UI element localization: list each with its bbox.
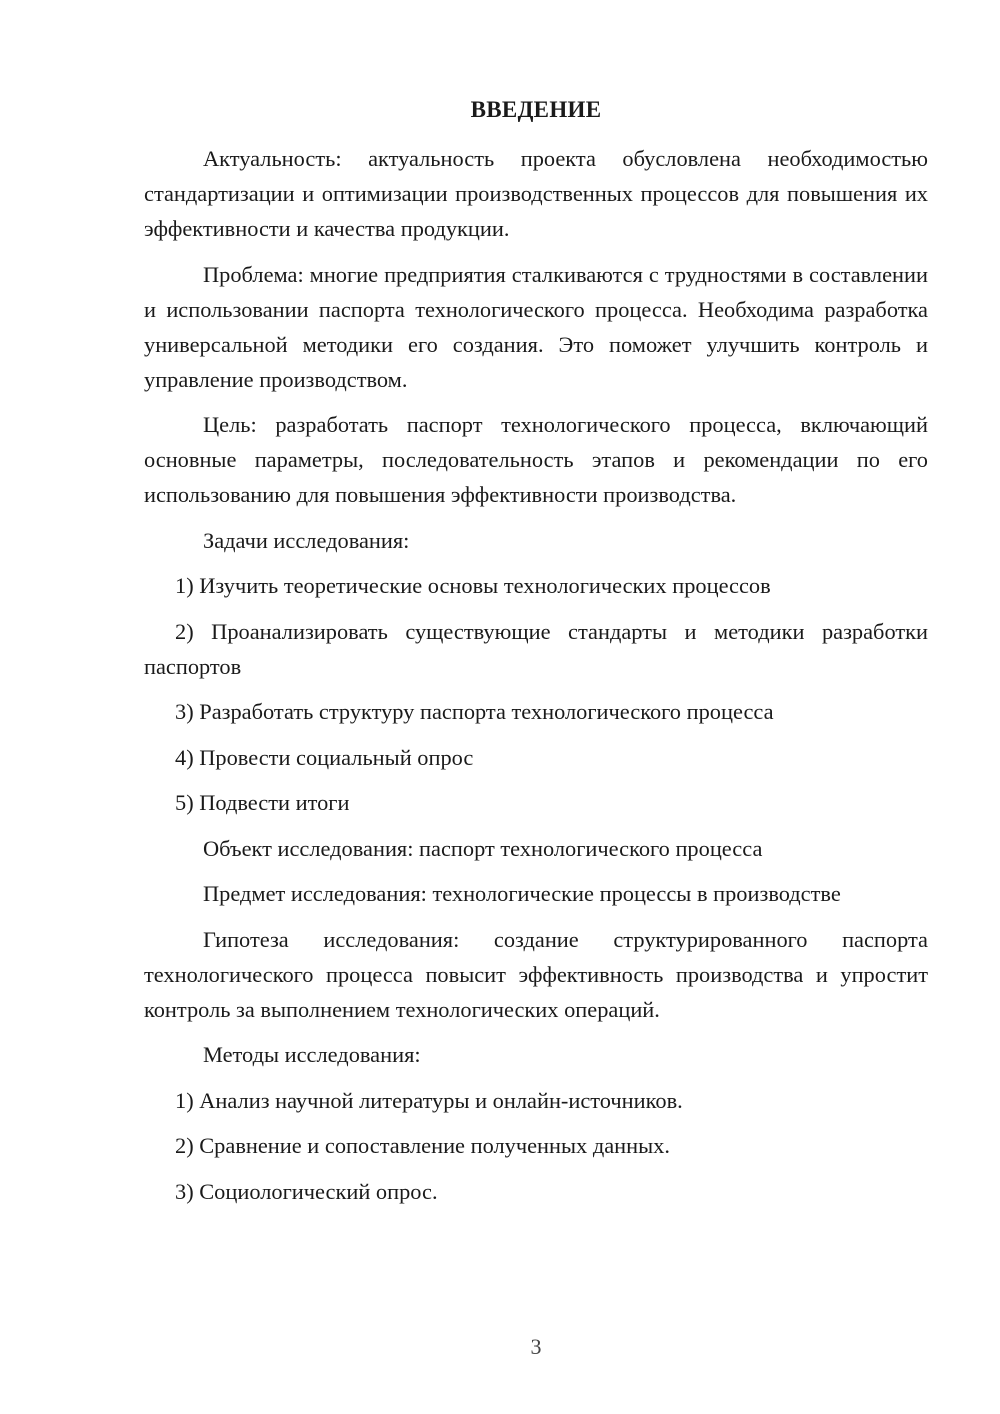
methods-heading: Методы исследования: [203, 1042, 421, 1067]
document-body [144, 141, 928, 1219]
research-subject-paragraph: Предмет исследования: технологические процессы в производстве [203, 881, 841, 906]
research-object-paragraph: Объект исследования: паспорт технологического процесса [203, 835, 763, 861]
problem-paragraph: Проблема: многие предприятия сталкиваются с трудностями в составлении и использовании паспорта технологического процесса. Необходима разработка универсальной методики его создания. Это поможет улучшить контроль и управление производством. [144, 261, 928, 392]
task-item-2: 2) Проанализировать существующие стандарты и методики разработки паспортов [144, 618, 928, 679]
page-title: ВВЕДЕНИЕ [470, 97, 602, 122]
page-number: 3 [530, 1334, 542, 1359]
relevance-paragraph: Актуальность: актуальность проекта обусловлена необходимостью стандартизации и оптимизации производственных процессов для повышения их эффективности и качества продукции. [144, 146, 928, 241]
task-item-1: 1) Изучить теоретические основы технологических процессов [175, 573, 771, 598]
task-item-5: 5) Подвести итоги [175, 790, 350, 815]
method-item-2: 2) Сравнение и сопоставление полученных данных. [175, 1133, 670, 1158]
hypothesis-paragraph: Гипотеза исследования: создание структурированного паспорта технологического процесса повысит эффективность производства и упростит контроль за выполнением технологических операций. [144, 926, 928, 1022]
method-item-3: 3) Социологический опрос. [175, 1178, 438, 1204]
method-item-1: 1) Анализ научной литературы и онлайн-источников. [175, 1087, 683, 1113]
task-item-4: 4) Провести социальный опрос [175, 744, 474, 770]
tasks-heading: Задачи исследования: [203, 527, 410, 553]
task-item-3: 3) Разработать структуру паспорта технологического процесса [175, 699, 774, 724]
goal-paragraph: Цель: разработать паспорт технологического процесса, включающий основные параметры, последовательность этапов и рекомендации по его использованию для повышения эффективности производства. [144, 412, 928, 507]
